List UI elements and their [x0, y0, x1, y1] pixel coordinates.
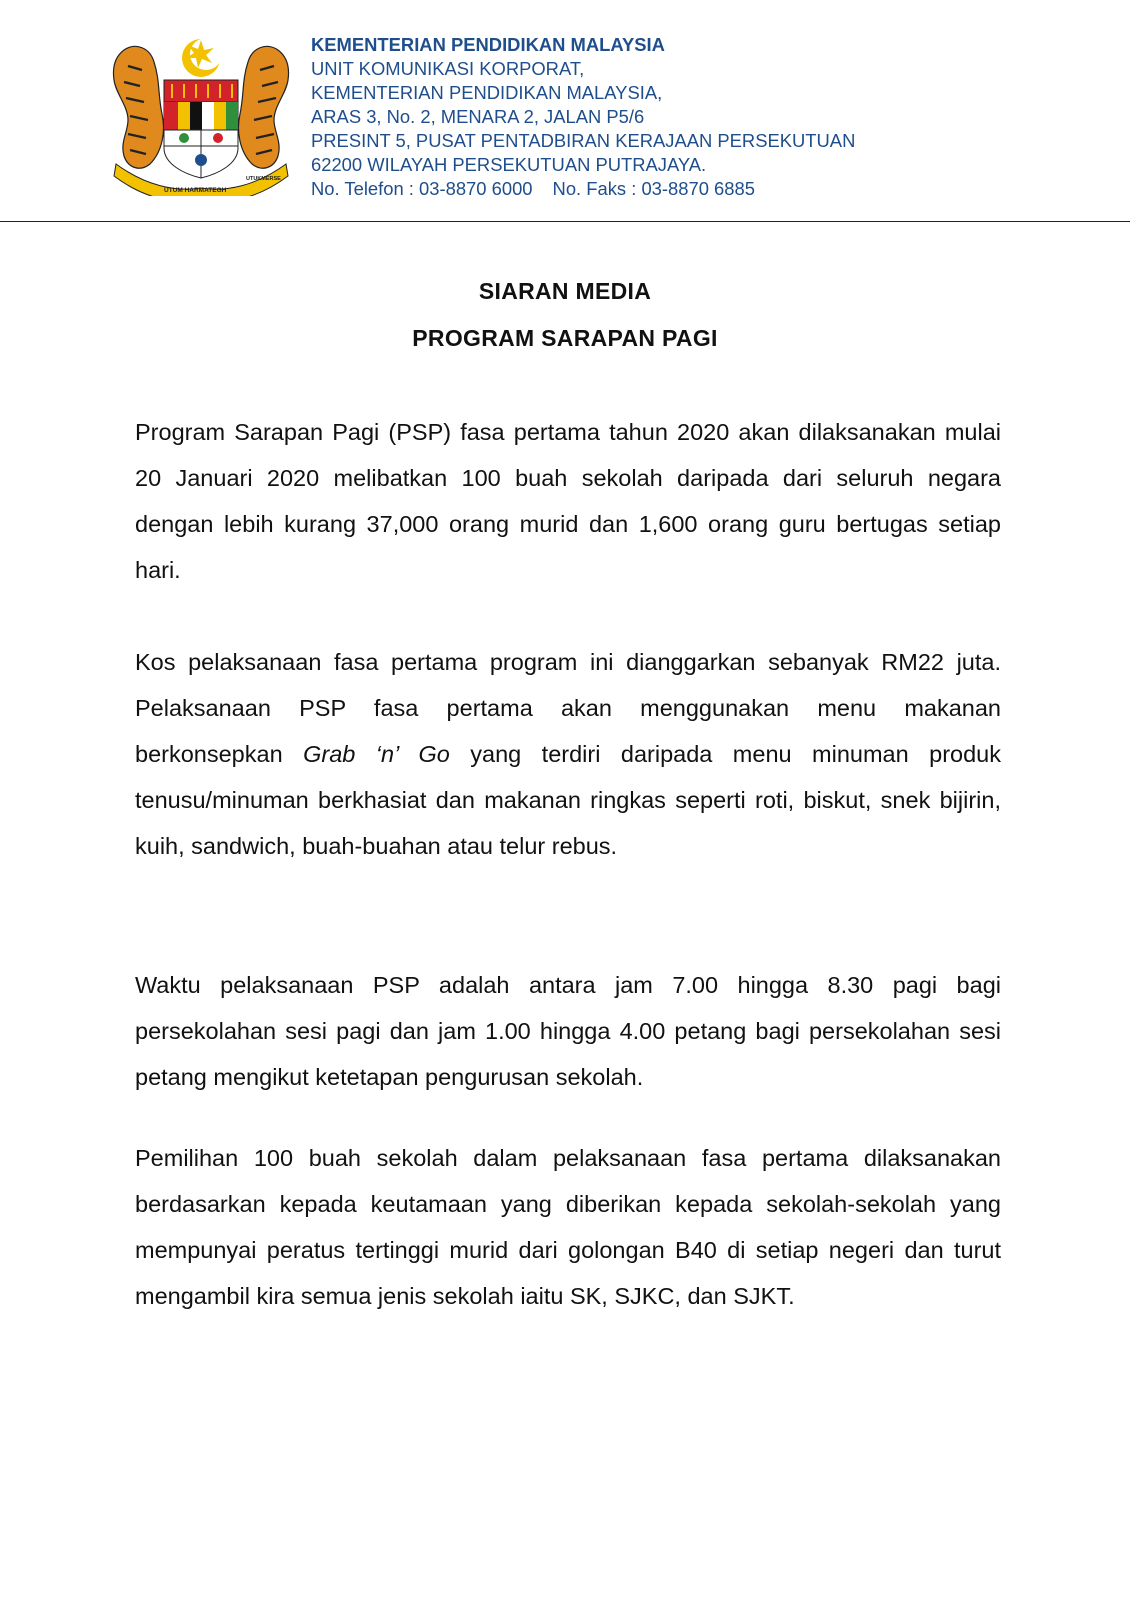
header-divider	[0, 221, 1130, 222]
letterhead-address	[311, 33, 855, 201]
paragraph-text: Kos pelaksanaan fasa pertama program ini dianggarkan sebanyak RM22 juta. Pelaksanaan PSP fasa pertama akan menggunakan menu makanan berkonsepkan	[135, 649, 1001, 767]
address-line: UNIT KOMUNIKASI KORPORAT,	[311, 58, 585, 79]
coat-of-arms-emblem	[106, 36, 296, 196]
crest-motto-left: UTUM HARMATEGH	[164, 187, 227, 194]
italic-term: Grab ‘n’ Go	[303, 741, 450, 767]
organisation-name: KEMENTERIAN PENDIDIKAN MALAYSIA	[311, 34, 665, 55]
body-paragraph-4: Pemilihan 100 buah sekolah dalam pelaksanaan fasa pertama dilaksanakan berdasarkan kepada keutamaan yang diberikan kepada sekolah-sekolah yang mempunyai peratus tertinggi murid dari golongan B40 di setiap negeri dan turut mengambil kira semua jenis sekolah iaitu SK, SJKC, dan SJKT.	[135, 1145, 1001, 1309]
body-paragraph-3: Waktu pelaksanaan PSP adalah antara jam 7.00 hingga 8.30 pagi bagi persekolahan sesi pagi dan jam 1.00 hingga 4.00 petang bagi persekolahan sesi petang mengikut ketetapan pengurusan sekolah.	[135, 972, 1001, 1090]
fax-number: No. Faks : 03-8870 6885	[552, 178, 755, 199]
document-title: SIARAN MEDIA	[478, 278, 652, 304]
body-paragraph-2	[135, 639, 1001, 869]
paragraph-text: yang terdiri daripada menu minuman produk tenusu/minuman berkhasiat dan makanan ringkas seperti roti, biskut, snek bijirin, kuih, sandwich, buah-buahan atau telur rebus.	[135, 741, 1001, 859]
crest-motto-right: UTUKMERSE	[246, 176, 281, 182]
body-paragraph-1: Program Sarapan Pagi (PSP) fasa pertama tahun 2020 akan dilaksanakan mulai 20 Januari 2020 melibatkan 100 buah sekolah daripada dari seluruh negara dengan lebih kurang 37,000 orang murid dan 1,600 orang guru bertugas setiap hari.	[135, 419, 1001, 583]
contact-line	[311, 177, 855, 201]
letterhead	[0, 0, 1130, 230]
document-subtitle: PROGRAM SARAPAN PAGI	[412, 325, 718, 351]
telephone-number: No. Telefon : 03-8870 6000	[311, 178, 533, 199]
address-line: KEMENTERIAN PENDIDIKAN MALAYSIA,	[311, 82, 663, 103]
address-line: ARAS 3, No. 2, MENARA 2, JALAN P5/6	[311, 106, 645, 127]
address-line: PRESINT 5, PUSAT PENTADBIRAN KERAJAAN PERSEKUTUAN	[311, 130, 856, 151]
address-line: 62200 WILAYAH PERSEKUTUAN PUTRAJAYA.	[311, 154, 707, 175]
